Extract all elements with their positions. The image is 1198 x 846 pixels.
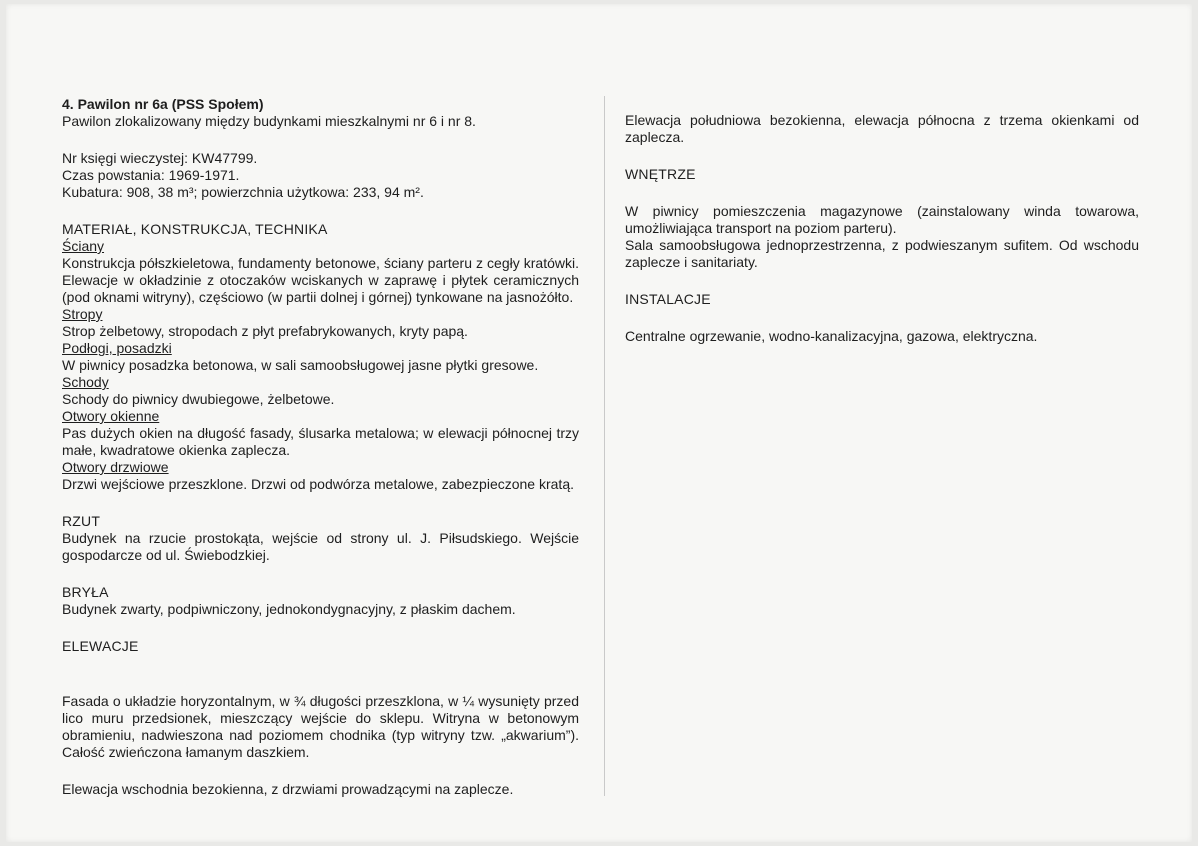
installations-heading: INSTALACJE	[625, 291, 711, 307]
material-heading: MATERIAŁ, KONSTRUKCJA, TECHNIKA	[62, 221, 328, 237]
east-elevation-text: Elewacja wschodnia bezokienna, z drzwiami prowadzącymi na zaplecze.	[62, 781, 514, 797]
basement-text: W piwnicy pomieszczenia magazynowe (zainstalowany winda towarowa, umożliwiająca transport na poziom parteru).	[625, 203, 1139, 236]
windows-text: Pas dużych okien na długość fasady, ślusarka metalowa; w elewacji północnej trzy małe, kwadratowe okienka zaplecza.	[62, 425, 579, 458]
mass-text: Budynek zwarty, podpiwniczony, jednokondygnacyjny, z płaskim dachem.	[62, 601, 516, 617]
stairs-subheading: Schody	[62, 374, 109, 390]
ceilings-subheading: Stropy	[62, 306, 103, 322]
construction-date-text: Czas powstania: 1969-1971.	[62, 167, 240, 183]
land-register-text: Nr księgi wieczystej: KW47799.	[62, 150, 258, 166]
left-column	[62, 96, 579, 798]
south-north-elevation-text: Elewacja południowa bezokienna, elewacja północna z trzema okienkami od zaplecza.	[625, 112, 1139, 145]
document-title: 4. Pawilon nr 6a (PSS Społem)	[62, 96, 264, 112]
volume-area-text: Kubatura: 908, 38 m³; powierzchnia użytkowa: 233, 94 m².	[62, 184, 424, 200]
floors-subheading: Podłogi, posadzki	[62, 340, 172, 356]
sales-hall-text: Sala samoobsługowa jednoprzestrzenna, z podwieszanym sufitem. Od wschodu zaplecze i sanitariaty.	[625, 237, 1139, 270]
floors-text: W piwnicy posadzka betonowa, w sali samoobsługowej jasne płytki gresowe.	[62, 357, 539, 373]
ceilings-text: Strop żelbetowy, stropodach z płyt prefabrykowanych, kryty papą.	[62, 323, 468, 339]
stairs-text: Schody do piwnicy dwubiegowe, żelbetowe.	[62, 391, 335, 407]
facade-text: Fasada o układzie horyzontalnym, w ¾ długości przeszklona, w ¼ wysunięty przed lico muru przedsionek, mieszczący wejście do sklepu. Witryna w betonowym obramieniu, nadwieszona nad poziomem chodnika (typ witryny tzw. „akwarium”). Całość zwieńczona łamanym daszkiem.	[62, 693, 579, 760]
walls-text: Konstrukcja półszkieletowa, fundamenty betonowe, ściany parteru z cegły kratówki. Elewacje w okładzinie z otoczaków wciskanych w zaprawę i płytek ceramicznych (pod oknami witryny), częściowo (w partii dolnej i górnej) tynkowane na jasnożółto.	[62, 255, 579, 305]
location-text: Pawilon zlokalizowany między budynkami mieszkalnymi nr 6 i nr 8.	[62, 113, 476, 129]
windows-subheading: Otwory okienne	[62, 408, 160, 424]
mass-heading: BRYŁA	[62, 584, 109, 600]
right-column	[625, 112, 1139, 345]
walls-subheading: Ściany	[62, 238, 105, 254]
plan-text: Budynek na rzucie prostokąta, wejście od strony ul. J. Piłsudskiego. Wejście gospodarcze od ul. Świebodzkiej.	[62, 530, 579, 563]
interior-heading: WNĘTRZE	[625, 166, 696, 182]
document-page	[6, 4, 1192, 842]
doors-text: Drzwi wejściowe przeszklone. Drzwi od podwórza metalowe, zabezpieczone kratą.	[62, 476, 574, 492]
column-divider	[604, 96, 605, 796]
installations-text: Centralne ogrzewanie, wodno-kanalizacyjna, gazowa, elektryczna.	[625, 328, 1038, 344]
doors-subheading: Otwory drzwiowe	[62, 459, 169, 475]
elevations-heading: ELEWACJE	[62, 638, 139, 654]
plan-heading: RZUT	[62, 513, 101, 529]
